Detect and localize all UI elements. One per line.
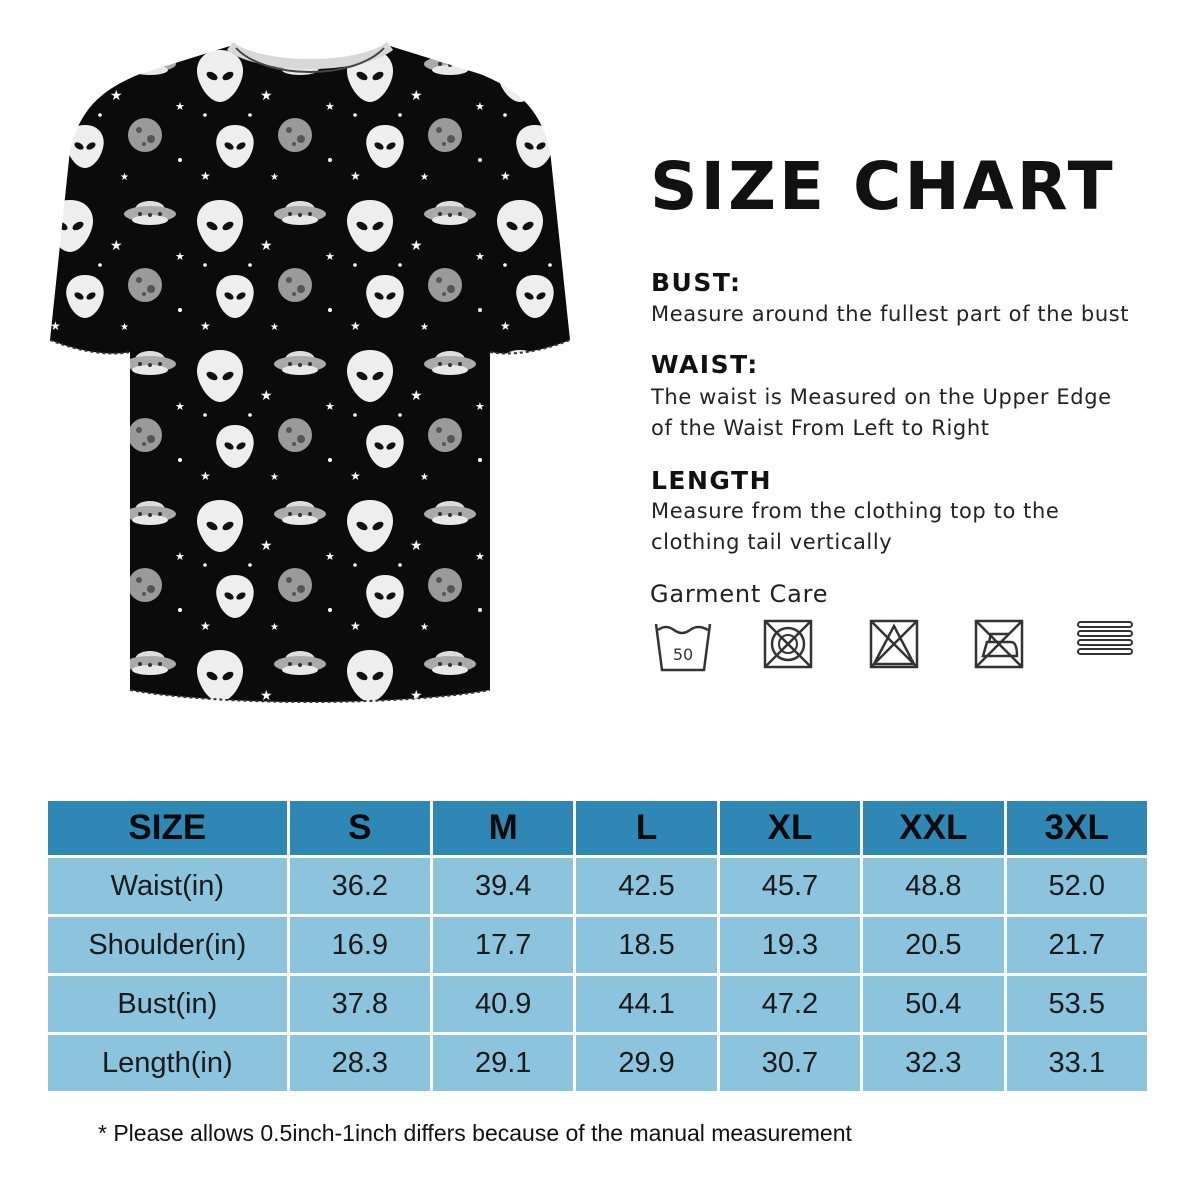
length-heading: LENGTH	[651, 466, 772, 495]
table-row	[48, 917, 1147, 973]
table-cell: 44.1	[576, 976, 716, 1032]
garment-care-icons	[650, 618, 1150, 678]
table-cell: 42.5	[576, 858, 716, 914]
table-header-row	[48, 801, 1147, 855]
header-m: M	[433, 801, 573, 855]
bust-description: Measure around the fullest part of the bust	[651, 302, 1130, 326]
table-row	[48, 1035, 1147, 1091]
table-cell: 30.7	[720, 1035, 860, 1091]
no-bleach-icon	[868, 618, 920, 670]
measurement-note: * Please allows 0.5inch-1inch differs because of the manual measurement	[98, 1120, 852, 1146]
table-cell: 32.3	[863, 1035, 1003, 1091]
header-s: S	[290, 801, 430, 855]
table-cell: 53.5	[1007, 976, 1147, 1032]
table-cell: 37.8	[290, 976, 430, 1032]
table-row	[48, 858, 1147, 914]
dry-flat-icon	[1076, 618, 1134, 662]
tshirt-image	[40, 40, 580, 720]
row-label: Shoulder(in)	[48, 917, 287, 973]
table-row	[48, 976, 1147, 1032]
header-xl: XL	[720, 801, 860, 855]
no-iron-icon	[973, 618, 1025, 670]
wash-temperature: 50	[672, 645, 694, 664]
header-xxl: XXL	[863, 801, 1003, 855]
table-cell: 20.5	[863, 917, 1003, 973]
table-cell: 16.9	[290, 917, 430, 973]
table-cell: 19.3	[720, 917, 860, 973]
table-cell: 48.8	[863, 858, 1003, 914]
table-cell: 36.2	[290, 858, 430, 914]
table-cell: 50.4	[863, 976, 1003, 1032]
table-cell: 33.1	[1007, 1035, 1147, 1091]
garment-care-heading: Garment Care	[650, 580, 829, 608]
row-label: Bust(in)	[48, 976, 287, 1032]
table-cell: 45.7	[720, 858, 860, 914]
waist-heading: WAIST:	[651, 350, 759, 379]
size-table	[45, 798, 1150, 1094]
bust-heading: BUST:	[651, 268, 742, 297]
table-cell: 40.9	[433, 976, 573, 1032]
table-cell: 29.1	[433, 1035, 573, 1091]
header-size: SIZE	[48, 801, 287, 855]
table-cell: 52.0	[1007, 858, 1147, 914]
table-cell: 21.7	[1007, 917, 1147, 973]
length-description: Measure from the clothing top to the clothing tail vertically	[651, 499, 1060, 554]
page-title: SIZE CHART	[650, 148, 1116, 225]
waist-description: The waist is Measured on the Upper Edge of the Waist From Left to Right	[651, 385, 1112, 440]
header-3xl: 3XL	[1007, 801, 1147, 855]
table-cell: 17.7	[433, 917, 573, 973]
no-tumble-dry-icon	[762, 618, 814, 670]
row-label: Length(in)	[48, 1035, 287, 1091]
table-cell: 28.3	[290, 1035, 430, 1091]
table-cell: 39.4	[433, 858, 573, 914]
header-l: L	[576, 801, 716, 855]
row-label: Waist(in)	[48, 858, 287, 914]
table-cell: 29.9	[576, 1035, 716, 1091]
table-cell: 47.2	[720, 976, 860, 1032]
table-cell: 18.5	[576, 917, 716, 973]
wash-50-icon	[652, 618, 714, 676]
